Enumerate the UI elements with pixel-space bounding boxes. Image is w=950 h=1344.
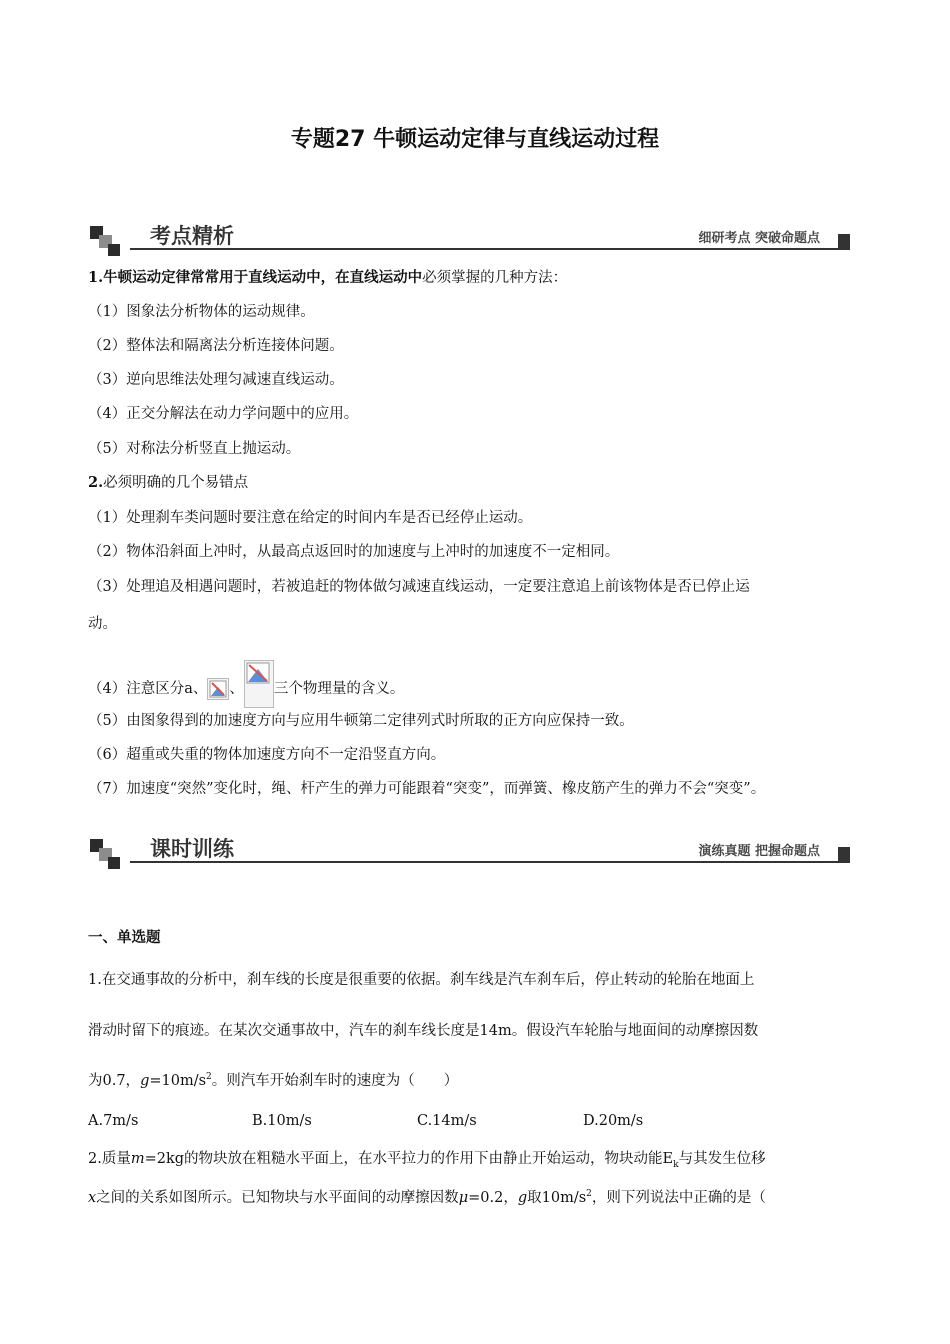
section-banner-analysis — [90, 220, 850, 260]
option-d: D.20m/s — [583, 1113, 644, 1129]
list-item-quantities — [88, 660, 404, 708]
text-span: =0.2， — [468, 1190, 518, 1206]
text-span: =2kg的物块放在粗糙水平面上，在水平拉力的作用下由静止开始运动，物块动能E — [144, 1151, 674, 1167]
question-1-line — [88, 1069, 458, 1090]
question-2-line — [88, 1147, 766, 1170]
point2-lead-rest: 必须明确的几个易错点 — [103, 475, 249, 491]
text-span: 与其发生位移 — [678, 1151, 766, 1167]
item4-post: 三个物理量的含义。 — [273, 681, 405, 697]
exercise-section-label: 一、单选题 — [88, 929, 161, 946]
text-span: 。则汽车开始刹车时的速度为（ ） — [211, 1073, 459, 1089]
list-item: （5）由图象得到的加速度方向与应用牛顿第二定律列式时所取的正方向应保持一致。 — [88, 713, 634, 729]
broken-image-icon — [244, 660, 274, 708]
point1-lead-rest: 必须掌握的几种方法： — [422, 270, 568, 286]
text-span: ，则下列说法中正确的是（ — [591, 1190, 766, 1206]
question-2-line — [88, 1186, 766, 1207]
question-1-line: 1.在交通事故的分析中，刹车线的长度是很重要的依据。刹车线是汽车刹车后，停止转动的轮胎在地面上 — [88, 972, 755, 988]
section-tagline: 演练真题 把握命题点 — [698, 844, 820, 859]
point2-lead-num: 2. — [88, 474, 104, 491]
math-var: μ — [458, 1190, 469, 1206]
question-1-line: 滑动时留下的痕迹。在某次交通事故中，汽车的刹车线长度是14m。假设汽车轮胎与地面间的动摩擦因数 — [88, 1023, 759, 1039]
math-var: m — [130, 1151, 145, 1167]
superscript: 2 — [586, 1189, 592, 1200]
math-var: x — [88, 1190, 97, 1206]
page-title: 专题27 牛顿运动定律与直线运动过程 — [290, 127, 660, 152]
item4-sep: 、 — [229, 681, 244, 697]
list-item: （4）正交分解法在动力学问题中的应用。 — [88, 406, 359, 422]
list-item: 动。 — [88, 616, 117, 632]
squares-logo-icon — [90, 224, 120, 254]
item4-pre: （4）注意区分a、 — [88, 681, 208, 697]
list-item: （6）超重或失重的物体加速度方向不一定沿竖直方向。 — [88, 747, 446, 763]
option-a: A.7m/s — [88, 1113, 139, 1129]
squares-logo-icon — [90, 837, 120, 867]
banner-rule — [130, 861, 842, 863]
subscript: k — [673, 1159, 679, 1170]
banner-end-bar — [838, 847, 850, 863]
point1-lead — [88, 266, 567, 287]
text-span: 之间的关系如图所示。已知物块与水平面间的动摩擦因数 — [96, 1190, 459, 1206]
section-tagline: 细研考点 突破命题点 — [698, 231, 820, 246]
text-span: 2.质量 — [88, 1151, 131, 1167]
option-b: B.10m/s — [252, 1113, 312, 1129]
banner-rule — [130, 248, 842, 250]
superscript: 2 — [206, 1072, 212, 1083]
point2-lead — [88, 471, 248, 492]
point1-lead-bold: 1.牛顿运动定律常常用于直线运动中，在直线运动中 — [88, 269, 423, 286]
list-item: （2）物体沿斜面上冲时，从最高点返回时的加速度与上冲时的加速度不一定相同。 — [88, 544, 620, 560]
text-span: =10m/s — [149, 1073, 207, 1089]
list-item: （3）逆向思维法处理匀减速直线运动。 — [88, 372, 344, 388]
list-item: （1）处理刹车类问题时要注意在给定的时间内车是否已经停止运动。 — [88, 510, 533, 526]
list-item: （5）对称法分析竖直上抛运动。 — [88, 441, 301, 457]
list-item: （1）图象法分析物体的运动规律。 — [88, 304, 315, 320]
list-item: （3）处理追及相遇问题时，若被追赶的物体做匀减速直线运动，一定要注意追上前该物体是否已停止运 — [88, 579, 750, 595]
text-span: 为0.7， — [88, 1073, 141, 1089]
banner-end-bar — [838, 234, 850, 250]
math-var: g — [140, 1073, 150, 1089]
option-c: C.14m/s — [417, 1113, 477, 1129]
text-span: 取10m/s — [527, 1190, 587, 1206]
section-heading: 课时训练 — [150, 837, 234, 861]
math-var: g — [517, 1190, 528, 1206]
list-item: （7）加速度“突然”变化时，绳、杆产生的弹力可能跟着“突变”，而弹簧、橡皮筋产生的弹力不会“突变”。 — [88, 781, 766, 797]
list-item: （2）整体法和隔离法分析连接体问题。 — [88, 338, 344, 354]
broken-image-icon — [207, 678, 229, 700]
section-banner-training — [90, 833, 850, 873]
section-heading: 考点精析 — [150, 224, 234, 248]
